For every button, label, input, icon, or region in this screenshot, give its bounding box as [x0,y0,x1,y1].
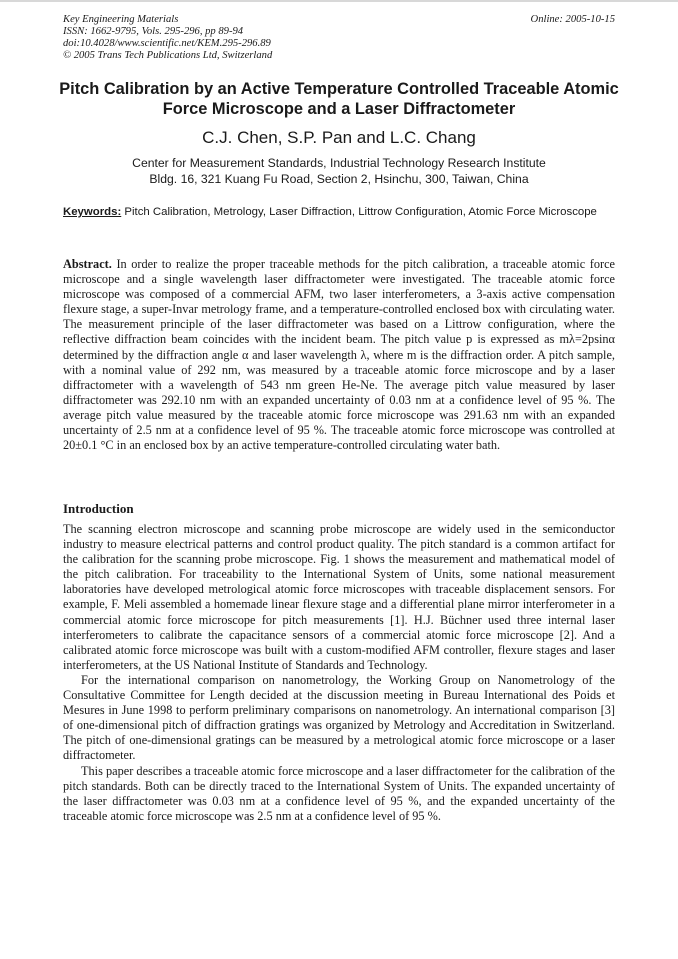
journal-header [63,14,615,76]
introduction-heading: Introduction [63,501,134,516]
introduction-paragraph: This paper describes a traceable atomic force microscope and a laser diffractometer for the calibration of the pitch standards. Both can be directly traced to the International System of Units. The expanded uncertainty of the laser diffractometer was 0.03 nm at a confidence level of 95 %, and the expanded uncertainty of the traceable atomic force microscope was 2.5 nm at a confidence level of 95 %. [63,763,615,823]
affiliation [60,155,618,187]
keywords [63,205,615,220]
introduction-body [63,522,615,824]
affiliation-line-1: Center for Measurement Standards, Industrial Technology Research Institute [132,156,546,170]
journal-name: Key Engineering Materials [63,14,179,25]
top-rule [0,0,678,2]
abstract [63,257,615,453]
introduction-paragraph: For the international comparison on nanometrology, the Working Group on Nanometrology of the Consultative Committee for Length decided at the discussion meeting in Bureau International des Poids et Mesures in June 1998 to perform preliminary comparisons on nanometrology. An international comparison [3] of one-dimensional pitch of diffraction gratings was organized by Metrology and Accreditation in Switzerland. The pitch of one-dimensional gratings can be measured by a metrological atomic force microscope or a laser diffractometer. [63,672,615,763]
doi-line: doi:10.4028/www.scientific.net/KEM.295-296.89 [63,38,271,49]
paper-title: Pitch Calibration by an Active Temperature Controlled Traceable Atomic Force Microscope and a Laser Diffractometer [59,80,619,118]
introduction-paragraph: The scanning electron microscope and scanning probe microscope are widely used in the semiconductor industry to measure electrical patterns and control product quality. The pitch standard is a common artifact for the calibration for the scanning probe microscope. Fig. 1 shows the measurement and mathematical model of the pitch calibration. For traceability to the International System of Units, some national measurement laboratories have developed metrological atomic force microscopes with traceable displacement sensors. For example, F. Meli assembled a homemade linear flexure stage and a differential plane mirror interferometer in a commercial atomic force microscope for pitch measurements [1]. H.J. Büchner used three internal laser interferometers to calibrate the capacitance sensors of a commercial atomic force microscope [2]. And a calibrated atomic force microscope was built with a custom-modified AFM controller, flexure stages and laser interferometers, at the US National Institute of Standards and Technology. [63,522,615,672]
keywords-text: Pitch Calibration, Metrology, Laser Diffraction, Littrow Configuration, Atomic Force Microscope [124,206,597,218]
copyright-line: © 2005 Trans Tech Publications Ltd, Switzerland [63,50,273,61]
affiliation-line-2: Bldg. 16, 321 Kuang Fu Road, Section 2, Hsinchu, 300, Taiwan, China [149,172,529,186]
online-date: Online: 2005-10-15 [530,14,615,25]
abstract-text: In order to realize the proper traceable methods for the pitch calibration, a traceable atomic force microscope and a single wavelength laser diffractometer were investigated. The traceable atomic force microscope was composed of a commercial AFM, two laser interferometers, a 3-axis active compensation flexure stage, a super-Invar metrology frame, and a temperature-controlled enclosed box with circulating water. The measurement principle of the laser diffractometer was based on a Littrow configuration, where the reflective diffraction beam coincides with the incident beam. The pitch value p is expressed as mλ=2psinα determined by the diffraction angle α and laser wavelength λ, where m is the diffraction order. A pitch sample, with a nominal value of 292 nm, was measured by a traceable atomic force microscope and by a laser diffractometer with a wavelength of 543 nm green He-Ne. The average pitch value measured by laser diffractometer was 292.10 nm with an expanded uncertainty of 0.03 nm at a confidence level of 95 %. The average pitch value measured by the traceable atomic force microscope was 291.63 nm with an expanded uncertainty of 2.5 nm at a confidence level of 95 %. The traceable atomic force microscope was controlled at 20±0.1 °C in an enclosed box by an active temperature-controlled circulating water bath. [63,257,616,453]
abstract-label: Abstract. [63,257,112,271]
keywords-label: Keywords: [63,206,122,218]
issn-line: ISSN: 1662-9795, Vols. 295-296, pp 89-94 [63,26,244,37]
authors: C.J. Chen, S.P. Pan and L.C. Chang [202,128,476,147]
